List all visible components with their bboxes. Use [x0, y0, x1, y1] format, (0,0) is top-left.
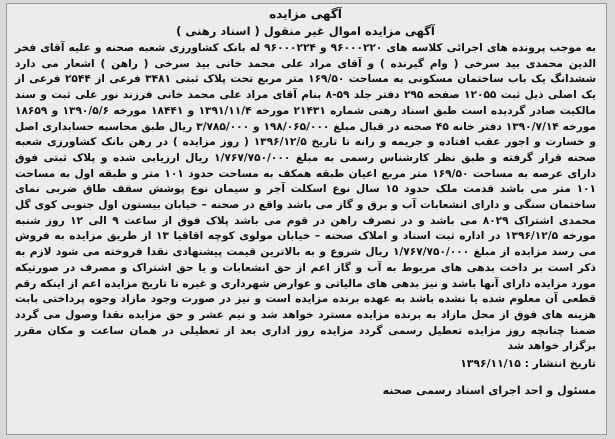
- signature-line: مسئول و احد اجرای اسناد رسمی صحنه: [382, 384, 596, 398]
- notice-title: آگهی مزایده: [269, 7, 342, 21]
- publish-date: تاریخ انتشار : ۱۳۹۶/۱۱/۱۵: [460, 357, 596, 371]
- auction-notice: [6, 3, 607, 435]
- notice-body: به موجب پرونده های اجرائی کلاسه های ۹۶۰۰۰۲۲۰ و ۹۶۰۰۰۲۲۴ له بانک کشاورزی شعبه صحنه و علیه آقای فخر الدین محمدی بید سرخی ( وام گیرنده ) و آقای مراد علی محمد خانی بید سرخی ( راهن ) اشعار می دارد ششدانگ یک باب ساختمان مسکونی به مساحت ۱۶۹/۵۰ متر مربع تحت پلاک ثبتی ۳۴۸۱ فرعی از ۲۵۴۴ فرعی از یک اصلی ذیل ثبت ۱۲۰۵۵ صفحه ۲۹۵ دفتر جلد ۵۹-۸ بنام آقای مراد علی محمد خانی فرزند نور علی ثبت و سند مالکیت صادر گردیده است طبق اسناد رهنی شماره ۲۱۴۳۱ مورخه ۱۳۹۱/۱۱/۴ و ۱۸۴۴۱ مورخه ۱۳۹۰/۵/۶ و ۱۸۶۵۹ مورخه ۱۳۹۰/۷/۱۴ دفتر خانه ۴۵ صحنه در قبال مبلغ ۱۹۸/۰۶۵/۰۰۰ و ۳/۷۸۵/۰۰۰ ریال طبق محاسبه حسابداری اصل و خسارت و اجور عقب افتاده و جریمه و رانه تا تاریخ ۱۳۹۶/۱۲/۵ ( روز مزایده ) در رهن بانک کشاورزی شعبه صحنه قرار گرفته و طبق نظر کارشناس رسمی به مبلغ ۱/۷۶۷/۷۵۰/۰۰۰ ریال ارزیابی شده و پلاک ثبتی فوق دارای عرصه به مساحت ۱۶۹/۵۰ متر مربع اعیان طبقه همکف به مساحت حدود ۱۰۱ متر و طبقه اول به مساحت ۱۰۱ متر می باشد قدمت ملک حدود ۱۵ سال نوع اسکلت آجر و سیمان نوع پوشش سقف طاق ضربی نمای ساختمان سنگی و دارای انشعابات آب و برق و گاز می باشد واقع در صحنه – خیابان بیستون اول جنوبی کوی گل محمدی اشتراک ۸۰۲۹ می باشد و در تصرف راهن در قوم می باشد پلاک فوق از ساعت ۹ الی ۱۲ روز شنبه مورخه ۱۳۹۶/۱۲/۵ در اداره ثبت اسناد و املاک صحنه – خیابان مولوی کوچه اقاقیا ۱۳ از طریق مزایده به فروش می رسد مزایده از مبلغ ۱/۷۶۷/۷۵۰/۰۰۰ ریال شروع و به بالاترین قیمت پیشنهادی نقدا فروخته می شود لازم به ذکر است بر داخت بدهی های مربوط به آب و گاز اعم از حق انشعابات و یا حق اشتراک و مصرف در صورتیکه مورد مزایده دارای آنها باشد و نیز بدهی های مالیاتی و عوارض شهرداری و غیره تا تاریخ مزایده اعم از اینکه رقم قطعی آن معلوم شده یا نشده باشد به عهده برنده مزایده است و نیز در صورت وجود مازاد وجوه پرداختی بابت هزینه های فوق از محل مازاد به برنده مزایده مسترد خواهد شد و نیم عشر و حق مزایده نقدا وصول می گردد ضمنا چنانچه روز مزایده تعطیل رسمی گردد مزایده روز اداری بعد از تعطیلی در همان ساعت و مکان مقرر برگزار خواهد شد: [15, 42, 597, 353]
- notice-subtitle: آگهی مزایده اموال غیر منقول ( اسناد رهنی ): [176, 24, 435, 38]
